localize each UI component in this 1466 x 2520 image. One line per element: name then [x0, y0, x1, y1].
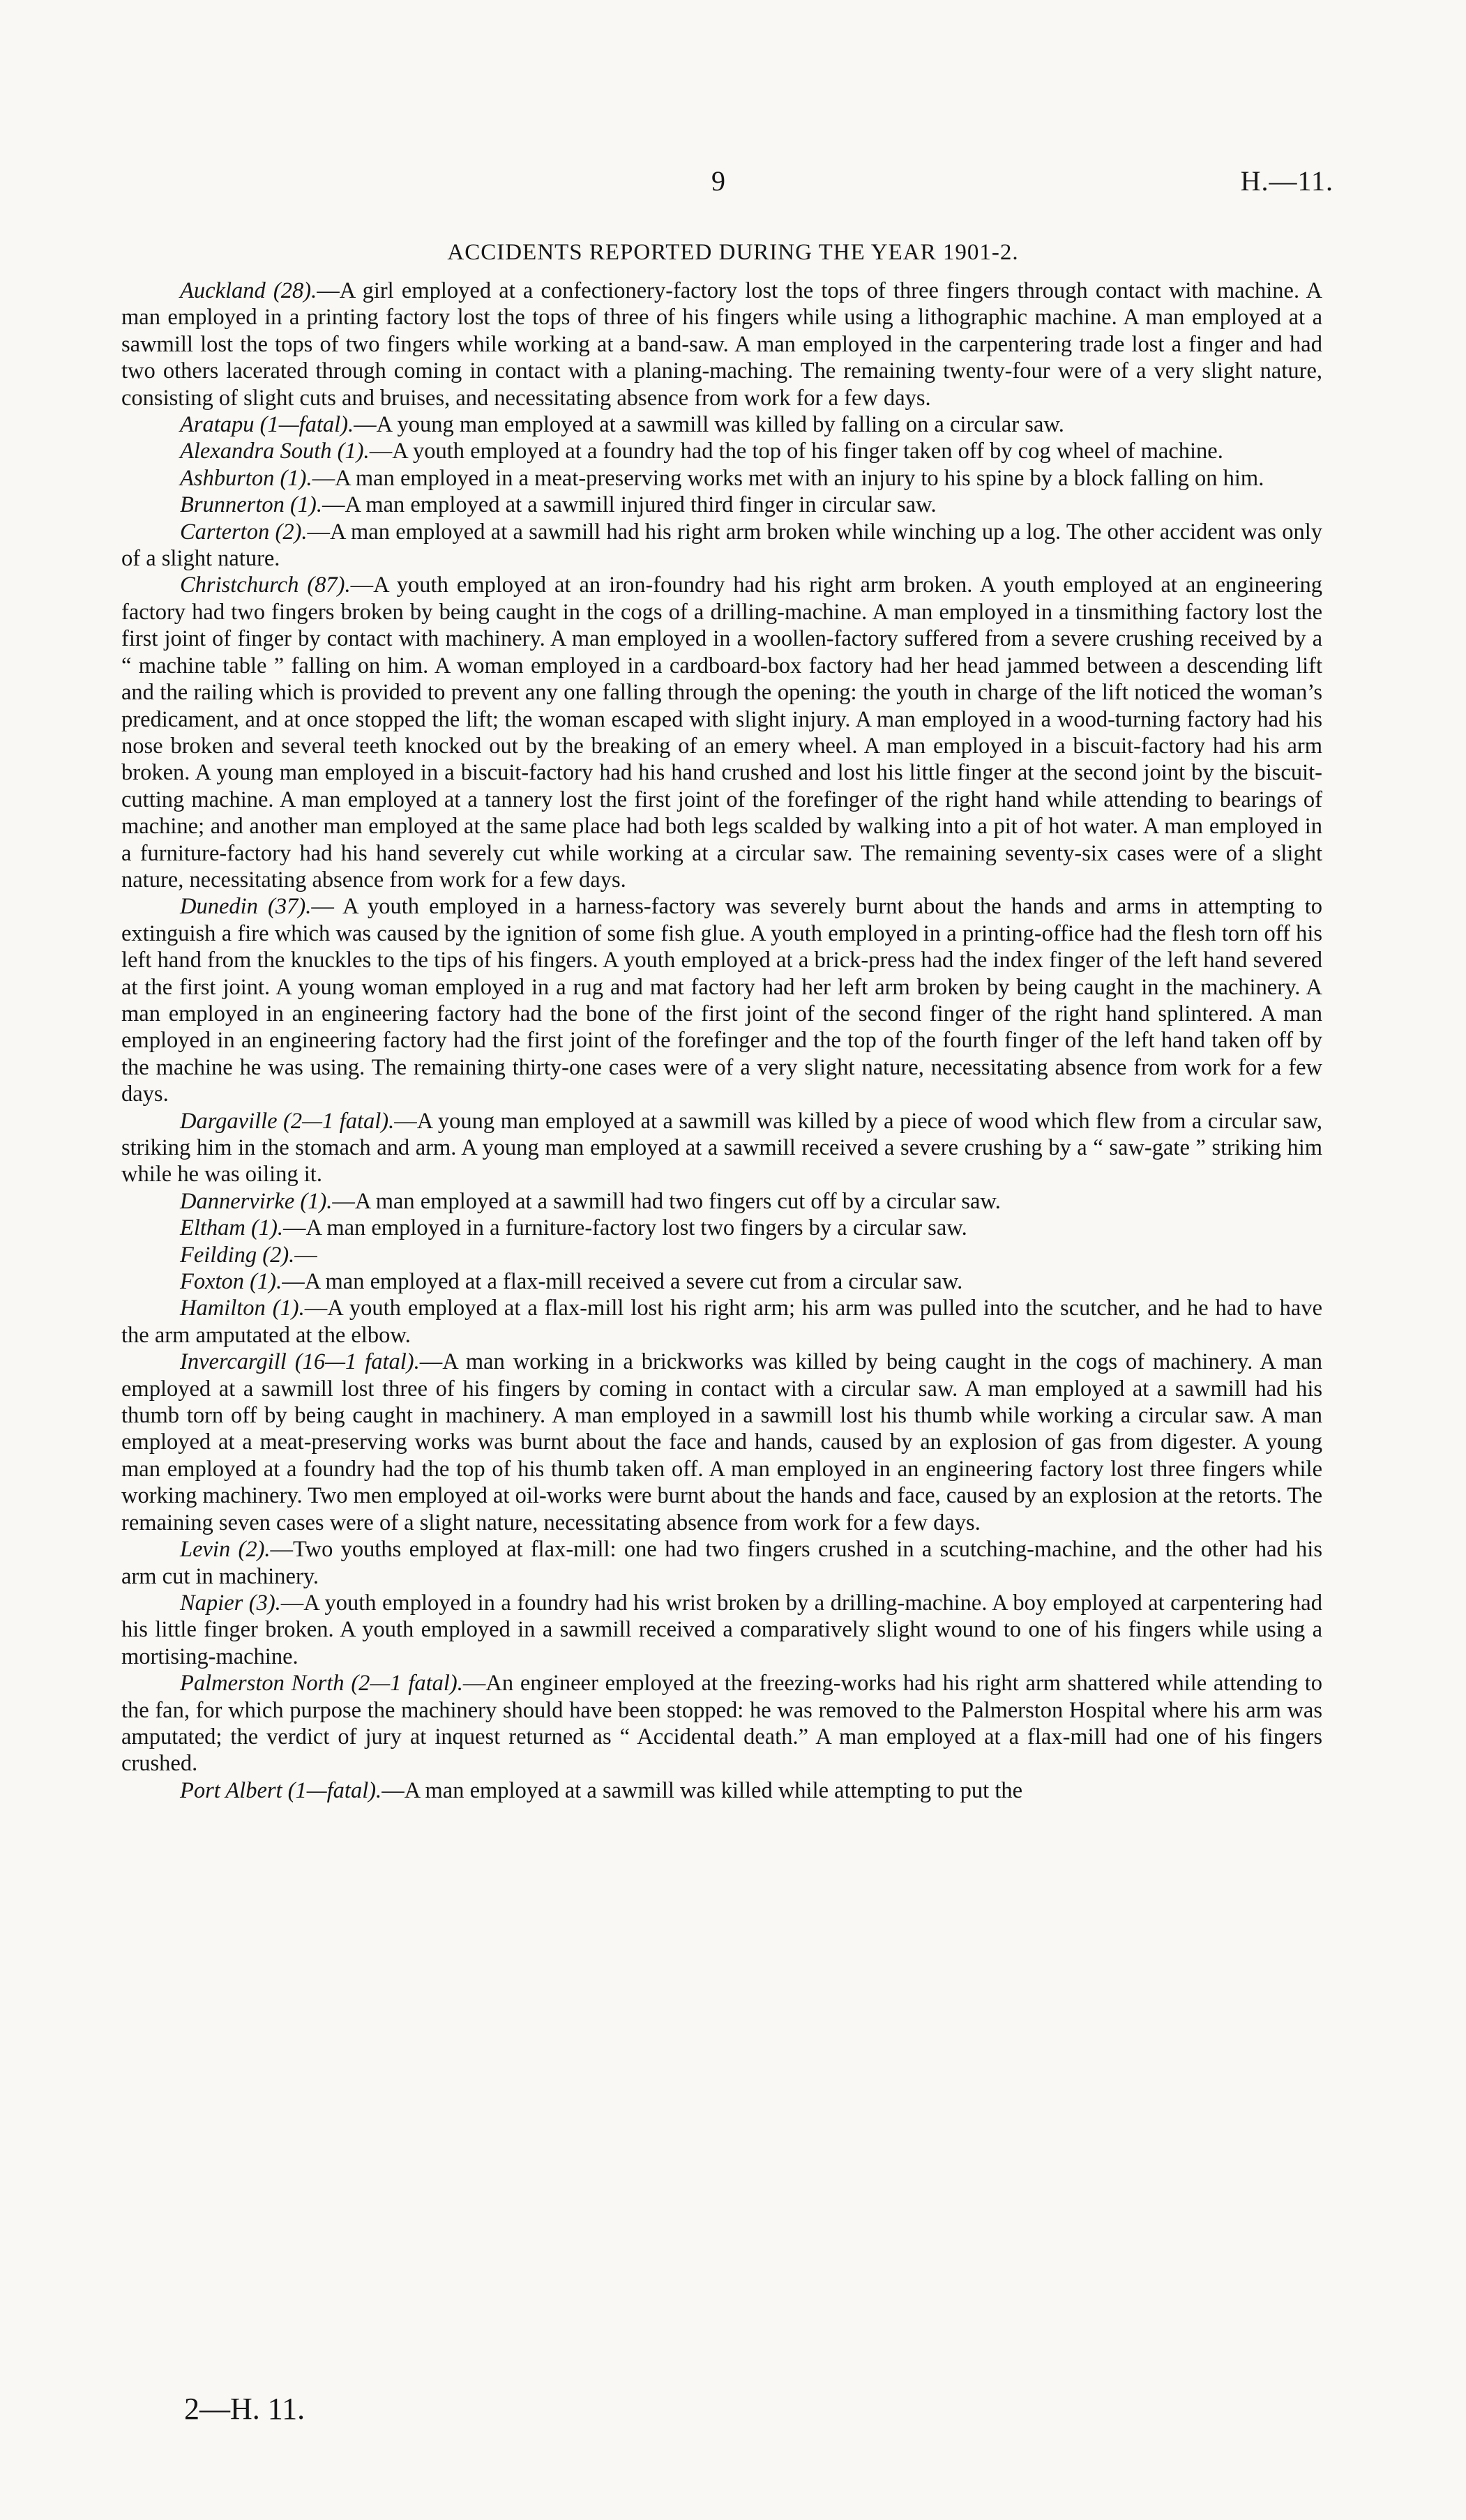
- entry-palmerston-north: [121, 1670, 1322, 1777]
- entry-text: —A man employed in a furniture-factory lost two fingers by a circular saw.: [283, 1215, 967, 1241]
- entry-text: —A youth employed at a flax-mill lost his right arm; his arm was pulled into the scutcher, and he had to have the arm amputated at the elbow.: [121, 1296, 1322, 1348]
- entry-text: —A youth employed in a foundry had his wrist broken by a drilling-machine. A boy employed at carpentering had his little finger broken. A youth employed in a sawmill received a comparatively slight wound to one of his fingers while using a mortising-machine.: [121, 1590, 1322, 1669]
- entry-dunedin: [121, 893, 1322, 1107]
- entry-place: Napier (3).: [180, 1590, 281, 1616]
- entry-feilding: [121, 1242, 1322, 1268]
- entry-carterton: [121, 519, 1322, 572]
- entry-text: —An engineer employed at the freezing-works had his right arm shattered while attending to the fan, for which purpose the machinery should have been stopped: he was removed to the Palmerston Hospital where his arm was amputated; the verdict of jury at inquest returned as “ Accidental death.” A man employed at a flax-mill had one of his fingers crushed.: [121, 1671, 1322, 1777]
- entry-text: — A youth employed in a harness-factory was severely burnt about the hands and arms in attempting to extinguish a fire which was caused by the ignition of some fish glue. A youth employed in a printing-office had the flesh torn off his left hand from the knuckles to the tips of his fingers. A youth employed at a brick-press had the index finger of the left hand severed at the first joint. A young woman employed in a rug and mat factory had her left arm broken by being caught in the machinery. A man employed in an engineering factory had the bone of the first joint of the second finger of the right hand splintered. A man employed in an engineering factory had the first joint of the forefinger and the top of the fourth finger of the left hand taken off by the machine he was using. The remaining thirty-one cases were of a very slight nature, necessitating absence from work for a few days.: [121, 894, 1323, 1107]
- entry-place: Foxton (1).: [180, 1269, 282, 1295]
- entry-dannervirke: [121, 1188, 1322, 1215]
- entry-alexandra-south: [121, 438, 1322, 464]
- entry-port-albert: [121, 1777, 1322, 1804]
- signature-mark: 2—H. 11.: [184, 2392, 305, 2426]
- entry-text: —A man employed at a sawmill was killed while attempting to put the: [381, 1777, 1023, 1803]
- entry-napier: [121, 1590, 1322, 1670]
- entry-text: —A man working in a brickworks was killed by being caught in the cogs of machinery. A man employed at a sawmill lost three of his fingers by coming in contact with a circular saw. A man employed at a sawmill had his thumb torn off by being caught in machinery. A man employed in a sawmill lost his thumb while working a circular saw. A man employed at a meat-preserving works was burnt about the face and hands, caused by an explosion of gas from digester. A young man employed at a foundry had the top of his thumb taken off. A man employed in an engineering factory lost three fingers while working machinery. Two men employed at oil-works were burnt about the hands and face, caused by an explosion at the retorts. The remaining seven cases were of a slight nature, necessitating absence from work for a few days.: [121, 1349, 1322, 1535]
- entry-auckland: [121, 278, 1322, 411]
- entry-text: —A man employed at a flax-mill received a severe cut from a circular saw.: [282, 1269, 963, 1295]
- entry-aratapu: [121, 411, 1322, 438]
- entry-place: Alexandra South (1).: [180, 439, 370, 464]
- entry-place: Hamilton (1).: [180, 1296, 305, 1321]
- entry-text: —A man employed at a sawmill had his right arm broken while winching up a log. The other accident was only of a slight nature.: [121, 519, 1322, 572]
- entry-text: —: [294, 1242, 317, 1268]
- entry-place: Levin (2).: [180, 1537, 271, 1563]
- entry-text: —A youth employed at an iron-foundry had his right arm broken. A youth employed at an engineering factory had two fingers broken by being caught in the cogs of a drilling-machine. A man employed in a tinsmithing factory lost the first joint of finger by contact with machinery. A man employed in a woollen-factory suffered from a severe crushing received by a “ machine table ” falling on him. A woman employed in a cardboard-box factory had her head jammed between a descending lift and the railing which is provided to prevent any one falling through the opening: the youth in charge of the lift noticed the woman’s predicament, and at once stopped the lift; the woman escaped with slight injury. A man employed in a wood-turning factory had his nose broken and several teeth knocked out by the breaking of an emery wheel. A man employed in a biscuit-factory had his arm broken. A young man employed in a biscuit-factory had his hand crushed and lost his little finger at the second joint by the biscuit-cutting machine. A man employed at a tannery lost the first joint of the forefinger of the right hand while attending to bearings of machine; and another man employed at the same place had both legs scalded by walking into a pit of hot water. A man employed in a furniture-factory had his hand severely cut while working at a circular saw. The remaining seventy-six cases were of a slight nature, necessitating absence from work for a few days.: [121, 572, 1322, 893]
- entry-text: —A girl employed at a confectionery-factory lost the tops of three fingers through contact with machine. A man employed in a printing factory lost the tops of three of his fingers while using a lithographic machine. A man employed at a sawmill lost the tops of two fingers while working at a band-saw. A man employed in the carpentering trade lost a finger and had two others lacerated through coming in contact with a planing-maching. The remaining twenty-four were of a very slight nature, consisting of slight cuts and bruises, and necessitating absence from work for a few days.: [121, 278, 1322, 411]
- entry-eltham: [121, 1215, 1322, 1241]
- report-body: [121, 278, 1322, 1804]
- entry-place: Carterton (2).: [180, 519, 308, 545]
- entry-text: —Two youths employed at flax-mill: one had two fingers crushed in a scutching-machine, and the other had his arm cut in machinery.: [121, 1537, 1322, 1589]
- entry-invercargill: [121, 1349, 1322, 1536]
- page-number: 9: [711, 165, 725, 197]
- page-title: ACCIDENTS REPORTED DURING THE YEAR 1901-2.: [447, 240, 1019, 265]
- entry-place: Invercargill (16—1 fatal).: [180, 1349, 420, 1375]
- entry-place: Brunnerton (1).: [180, 492, 322, 518]
- series-code: H.—11.: [1240, 165, 1333, 197]
- entry-place: Christchurch (87).: [180, 572, 351, 598]
- entry-levin: [121, 1536, 1322, 1590]
- entry-dargaville: [121, 1108, 1322, 1188]
- entry-text: —A youth employed at a foundry had the top of his finger taken off by cog wheel of machine.: [369, 439, 1223, 464]
- entry-place: Auckland (28).: [180, 278, 317, 303]
- entry-foxton: [121, 1268, 1322, 1295]
- entry-place: Dunedin (37).: [180, 894, 312, 920]
- entry-place: Dannervirke (1).: [180, 1188, 333, 1214]
- entry-place: Aratapu (1—fatal).: [180, 412, 354, 438]
- entry-brunnerton: [121, 492, 1322, 518]
- entry-place: Feilding (2).: [180, 1242, 295, 1268]
- entry-place: Port Albert (1—fatal).: [180, 1777, 382, 1803]
- entry-text: —A man employed at a sawmill injured third finger in circular saw.: [322, 492, 937, 518]
- entry-text: —A man employed in a meat-preserving works met with an injury to his spine by a block falling on him.: [312, 465, 1264, 491]
- entry-hamilton: [121, 1295, 1322, 1349]
- entry-christchurch: [121, 572, 1322, 893]
- entry-text: —A young man employed at a sawmill was killed by falling on a circular saw.: [354, 412, 1064, 438]
- entry-text: —A man employed at a sawmill had two fingers cut off by a circular saw.: [332, 1188, 1001, 1214]
- entry-ashburton: [121, 465, 1322, 492]
- entry-place: Dargaville (2—1 fatal).: [180, 1108, 395, 1134]
- entry-text: —A young man employed at a sawmill was killed by a piece of wood which flew from a circular saw, striking him in the stomach and arm. A young man employed at a sawmill received a severe crushing by a “ saw-gate ” striking him while he was oiling it.: [121, 1108, 1322, 1187]
- entry-place: Palmerston North (2—1 fatal).: [180, 1671, 463, 1697]
- entry-place: Eltham (1).: [180, 1215, 284, 1241]
- entry-place: Ashburton (1).: [180, 465, 312, 491]
